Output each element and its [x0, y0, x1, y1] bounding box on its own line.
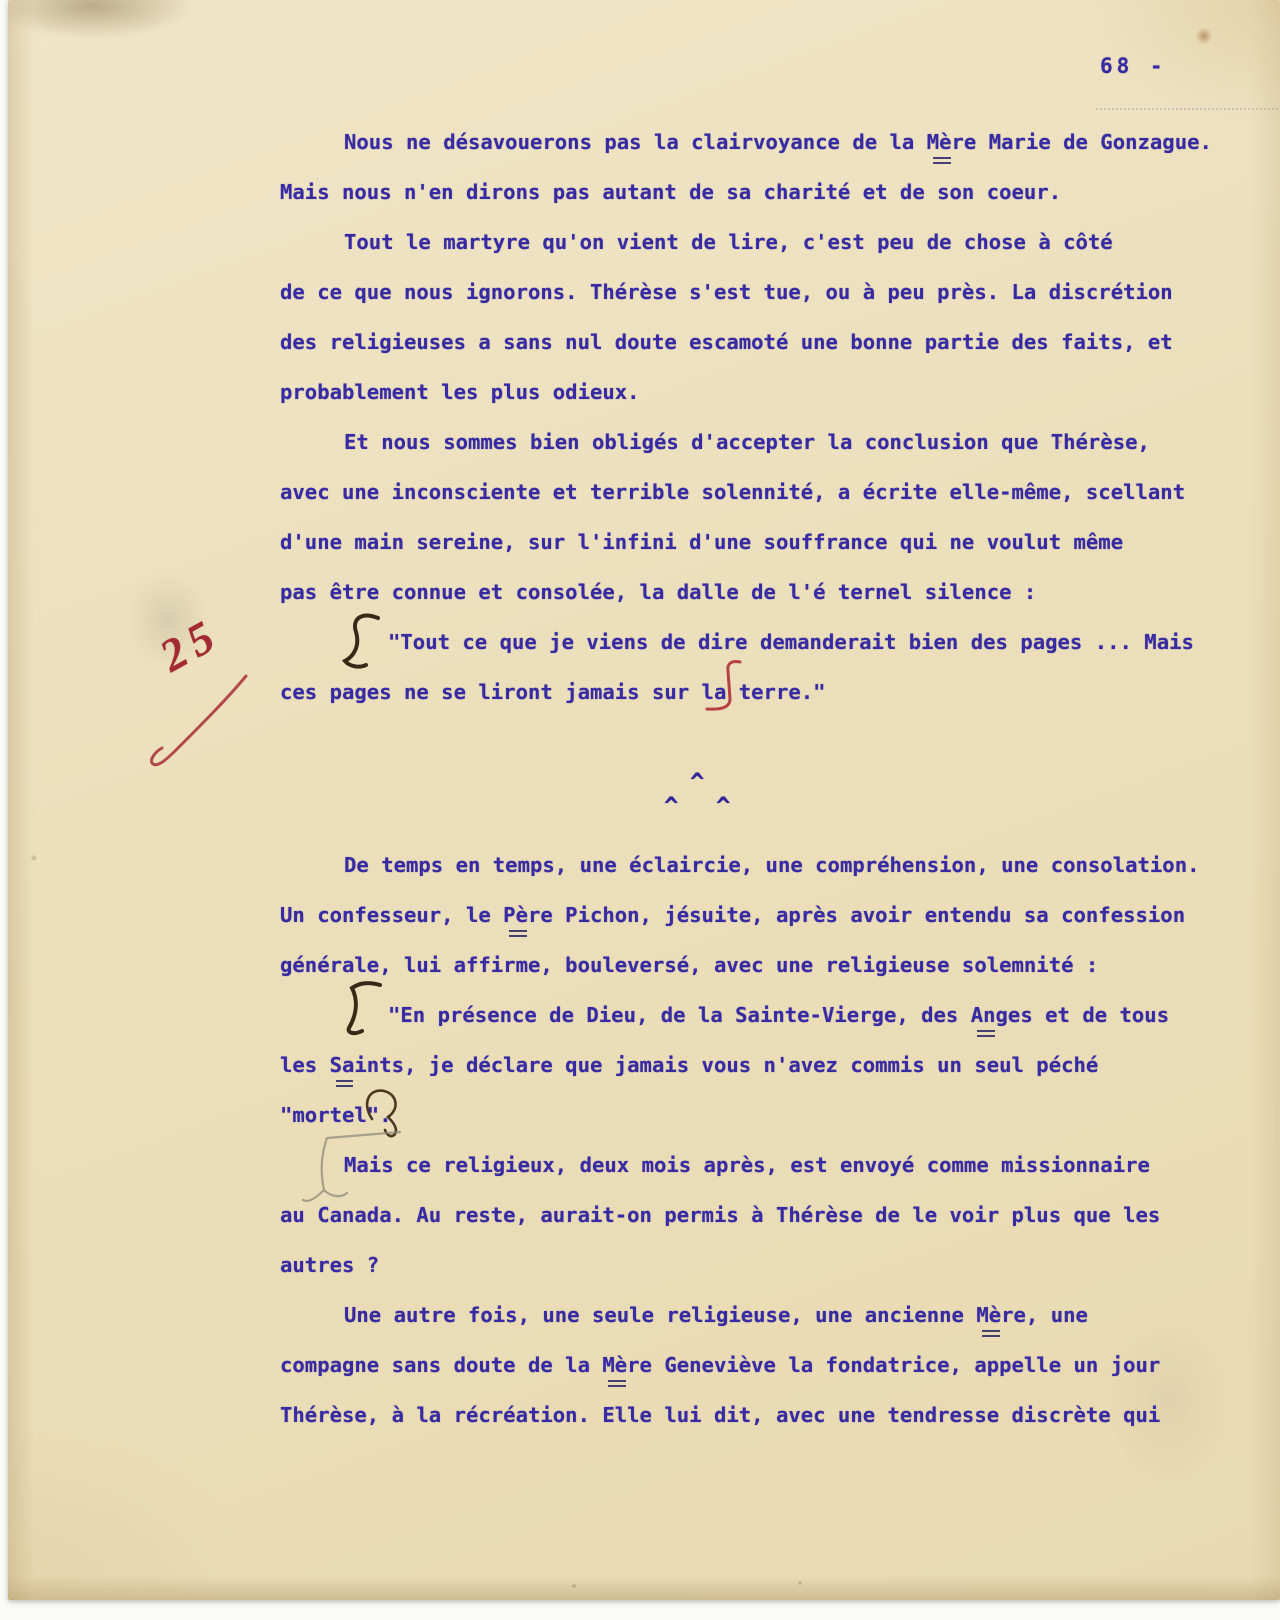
typed-line: ces pages ne se liront jamais sur la terre." — [280, 680, 826, 704]
section-separator-caret: ^ — [716, 792, 731, 820]
handwritten-margin-number: 25 — [151, 607, 229, 682]
typed-underline-mark — [982, 1330, 1000, 1332]
ink-brace-before-quote1 — [345, 616, 378, 667]
typed-line: avec une inconsciente et terrible solennité, a écrite elle-même, scellant — [280, 480, 1186, 504]
typed-underline-mark — [509, 930, 527, 932]
section-separator-caret: ^ — [690, 768, 705, 796]
typed-line: compagne sans doute de la Mère Geneviève la fondatrice, appelle un jour — [280, 1353, 1161, 1377]
typed-line: "Tout ce que je viens de dire demanderait bien des pages ... Mais — [388, 630, 1194, 654]
typed-line: au Canada. Au reste, aurait-on permis à Thérèse de le voir plus que les — [280, 1203, 1161, 1227]
typed-line: des religieuses a sans nul doute escamoté une bonne partie des faits, et — [280, 330, 1173, 354]
typed-line: Et nous sommes bien obligés d'accepter la conclusion que Thérèse, — [344, 430, 1150, 454]
typed-line: Mais nous n'en dirons pas autant de sa charité et de son coeur. — [280, 180, 1062, 204]
typed-line: Un confesseur, le Père Pichon, jésuite, après avoir entendu sa confession — [280, 903, 1186, 927]
typed-line: "mortel". — [280, 1103, 392, 1127]
typed-line: Mais ce religieux, deux mois après, est envoyé comme missionnaire — [344, 1153, 1150, 1177]
section-separator-caret: ^ — [664, 792, 679, 820]
faint-dotted-line — [1096, 108, 1278, 110]
typed-underline-mark — [336, 1080, 354, 1082]
red-flourish-mark — [152, 676, 246, 765]
typed-line: probablement les plus odieux. — [280, 380, 640, 404]
typed-line: d'une main sereine, sur l'infini d'une souffrance qui ne voulut même — [280, 530, 1124, 554]
ink-brace-before-quote2 — [349, 983, 380, 1033]
typed-line: autres ? — [280, 1253, 380, 1277]
typed-line: Thérèse, à la récréation. Elle lui dit, avec une tendresse discrète qui — [280, 1403, 1161, 1427]
typed-line: "En présence de Dieu, de la Sainte-Vierge, des Anges et de tous — [388, 1003, 1170, 1027]
typed-line: De temps en temps, une éclaircie, une compréhension, une consolation. — [344, 853, 1200, 877]
page-number: 68 - — [1100, 54, 1167, 78]
typed-line: Nous ne désavouerons pas la clairvoyance de la Mère Marie de Gonzague. — [344, 130, 1212, 154]
typed-line: de ce que nous ignorons. Thérèse s'est tue, ou à peu près. La discrétion — [280, 280, 1173, 304]
typed-underline-mark — [608, 1380, 626, 1382]
typed-line: Une autre fois, une seule religieuse, une ancienne Mère, une — [344, 1303, 1088, 1327]
typed-line: pas être connue et consolée, la dalle de l'é ternel silence : — [280, 580, 1037, 604]
manuscript-page — [8, 0, 1280, 1600]
typed-line: les Saints, je déclare que jamais vous n'avez commis un seul péché — [280, 1053, 1099, 1077]
typed-underline-mark — [933, 157, 951, 159]
typed-line: Tout le martyre qu'on vient de lire, c'est peu de chose à côté — [344, 230, 1113, 254]
typed-line: générale, lui affirme, bouleversé, avec une religieuse solemnité : — [280, 953, 1099, 977]
typed-underline-mark — [977, 1030, 995, 1032]
